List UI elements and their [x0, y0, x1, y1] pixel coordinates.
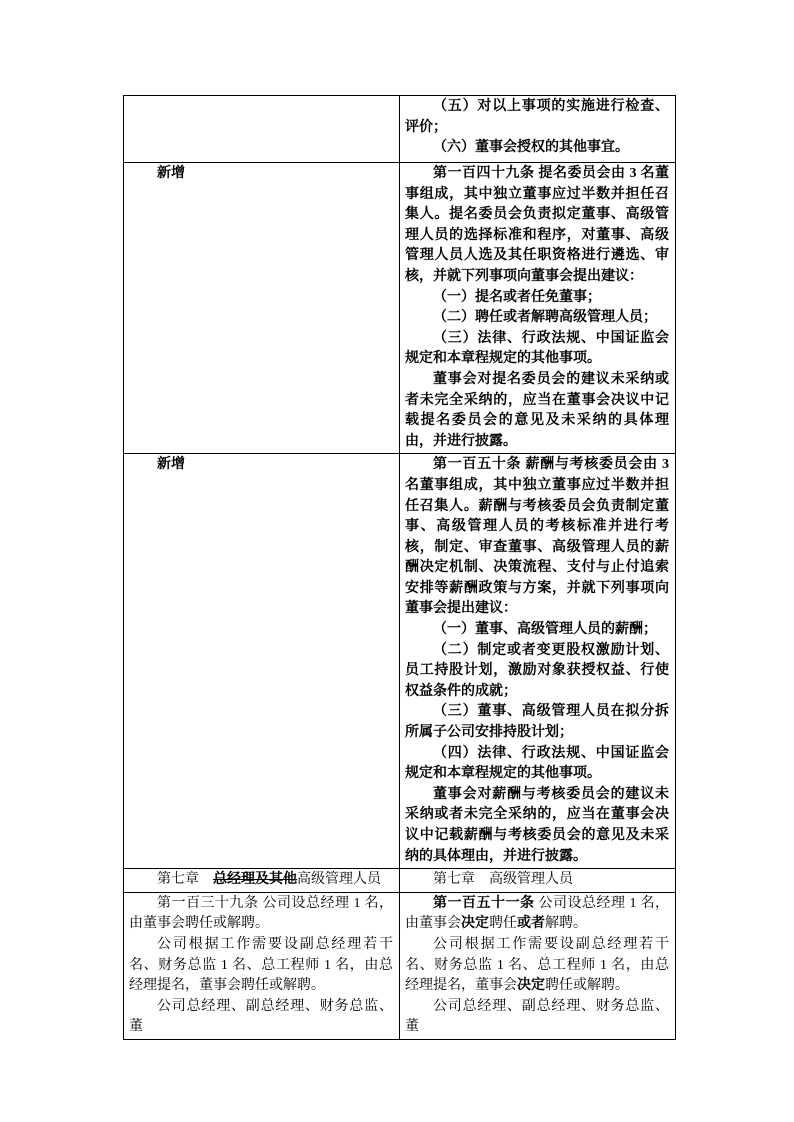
paragraph [405, 894, 669, 935]
paragraph [405, 329, 669, 370]
paragraph [405, 641, 669, 703]
paragraph [405, 744, 669, 785]
paragraph [405, 164, 669, 288]
row-new-article-150-right-cell [400, 454, 676, 869]
text-segment: 第一百五十一条 [433, 895, 535, 911]
text-segment: 第七章 高级管理人员 [433, 872, 573, 888]
row-new-article-149 [124, 163, 676, 454]
paragraph [129, 997, 393, 1038]
text-segment: 第七章 [157, 872, 213, 888]
row-article-139-vs-151-right-cell [400, 892, 676, 1039]
paragraph [405, 935, 669, 997]
row-chapter-7-heading [124, 869, 676, 893]
paragraph [405, 308, 669, 329]
paragraph [405, 870, 669, 891]
comparison-table [123, 95, 676, 1040]
row-new-article-149-left-cell [124, 163, 400, 454]
text-segment: 高级管理人员 [297, 872, 381, 888]
text-segment: 董事会对薪酬与考核委员会的建议未采纳或者未完全采纳的，应当在董事会决议中记载薪酬与考核委员会的意见及未采纳的具体理由，并进行披露。 [405, 786, 669, 864]
paragraph [405, 138, 669, 159]
text-segment: 或者 [517, 916, 545, 932]
paragraph [129, 164, 393, 185]
text-segment: （三）法律、行政法规、中国证监会规定和本章程规定的其他事项。 [405, 330, 669, 367]
text-segment: 第一百五十条 薪酬与考核委员会由 3 名董事组成，其中独立董事应过半数并担任召集人。薪酬与考核委员会负责制定董事、高级管理人员的考核标准并进行考核，制定、审查董事、高级管理人员的薪酬决定机制、决策流程、支付与止付追索安排等薪酬政策与方案，并就下列事项向董事会提出建议： [405, 457, 669, 617]
text-segment: 公司根据工作需要设副总经理若干名、财务总监 1 名、总工程师 1 名，由总经理提名，董事会 [405, 936, 669, 994]
text-segment: 决定 [461, 916, 489, 932]
text-segment: （五）对以上事项的实施进行检查、评价； [405, 99, 669, 135]
paragraph [405, 702, 669, 743]
row-chapter-7-heading-left-cell [124, 869, 400, 893]
text-segment: 新增 [157, 457, 185, 473]
paragraph [129, 455, 393, 476]
paragraph [129, 894, 393, 935]
text-segment: 新增 [157, 166, 185, 181]
paragraph [405, 997, 669, 1038]
text-segment: （二）制定或者变更股权激励计划、员工持股计划，激励对象获授权益、行使权益条件的成就； [405, 642, 669, 699]
row-article-139-vs-151-left-cell [124, 892, 400, 1039]
text-segment: 决定 [517, 978, 545, 994]
deleted-text-segment: 总经理及其他 [213, 872, 297, 888]
text-segment: （一）董事、高级管理人员的薪酬； [433, 622, 657, 638]
text-segment: 公司总经理、副总经理、财务总监、董 [129, 998, 393, 1035]
row-article-139-vs-151 [124, 892, 676, 1039]
text-segment: 公司总经理、副总经理、财务总监、董 [405, 998, 669, 1035]
text-segment: （一）提名或者任免董事； [433, 289, 601, 305]
paragraph [405, 785, 669, 867]
row-continuation-clauses-right-cell [400, 96, 676, 163]
text-segment: （六）董事会授权的其他事宜。 [433, 140, 629, 156]
row-new-article-149-right-cell [400, 163, 676, 454]
text-segment: 第一百三十九条 公司设总经理 1 名，由董事会聘任或解聘。 [129, 895, 393, 932]
row-continuation-clauses [124, 96, 676, 163]
text-segment: 第一百四十九条 提名委员会由 3 名董事组成，其中独立董事应过半数并担任召集人。提名委员会负责拟定董事、高级管理人员的选择标准和程序，对董事、高级管理人员人选及其任职资格进行遴选、审核，并就下列事项向董事会提出建议： [405, 166, 669, 284]
text-segment: 公司设总经理 1 名，由董事会 [405, 895, 669, 932]
paragraph [129, 935, 393, 997]
text-segment: （二）聘任或者解聘高级管理人员； [433, 310, 657, 326]
text-segment: （三）董事、高级管理人员在拟分拆所属子公司安排持股计划； [405, 704, 669, 741]
paragraph [405, 97, 669, 138]
text-segment: 解聘。 [545, 916, 587, 932]
paragraph [405, 620, 669, 641]
paragraph [129, 870, 393, 891]
text-segment: （四）法律、行政法规、中国证监会规定和本章程规定的其他事项。 [405, 745, 669, 782]
paragraph [405, 288, 669, 309]
row-new-article-150 [124, 454, 676, 869]
row-new-article-150-left-cell [124, 454, 400, 869]
text-segment: 公司根据工作需要设副总经理若干名、财务总监 1 名、总工程师 1 名，由总经理提名，董事会聘任或解聘。 [129, 936, 393, 994]
text-segment: 聘任 [489, 916, 517, 932]
text-segment: 董事会对提名委员会的建议未采纳或者未完全采纳的，应当在董事会决议中记载提名委员会的意见及未采纳的具体理由，并进行披露。 [405, 371, 669, 449]
text-segment: 聘任或解聘。 [545, 978, 629, 994]
row-continuation-clauses-left-cell [124, 96, 400, 163]
paragraph [405, 370, 669, 452]
row-chapter-7-heading-right-cell [400, 869, 676, 893]
comparison-table-body [124, 96, 676, 1040]
paragraph [405, 455, 669, 620]
